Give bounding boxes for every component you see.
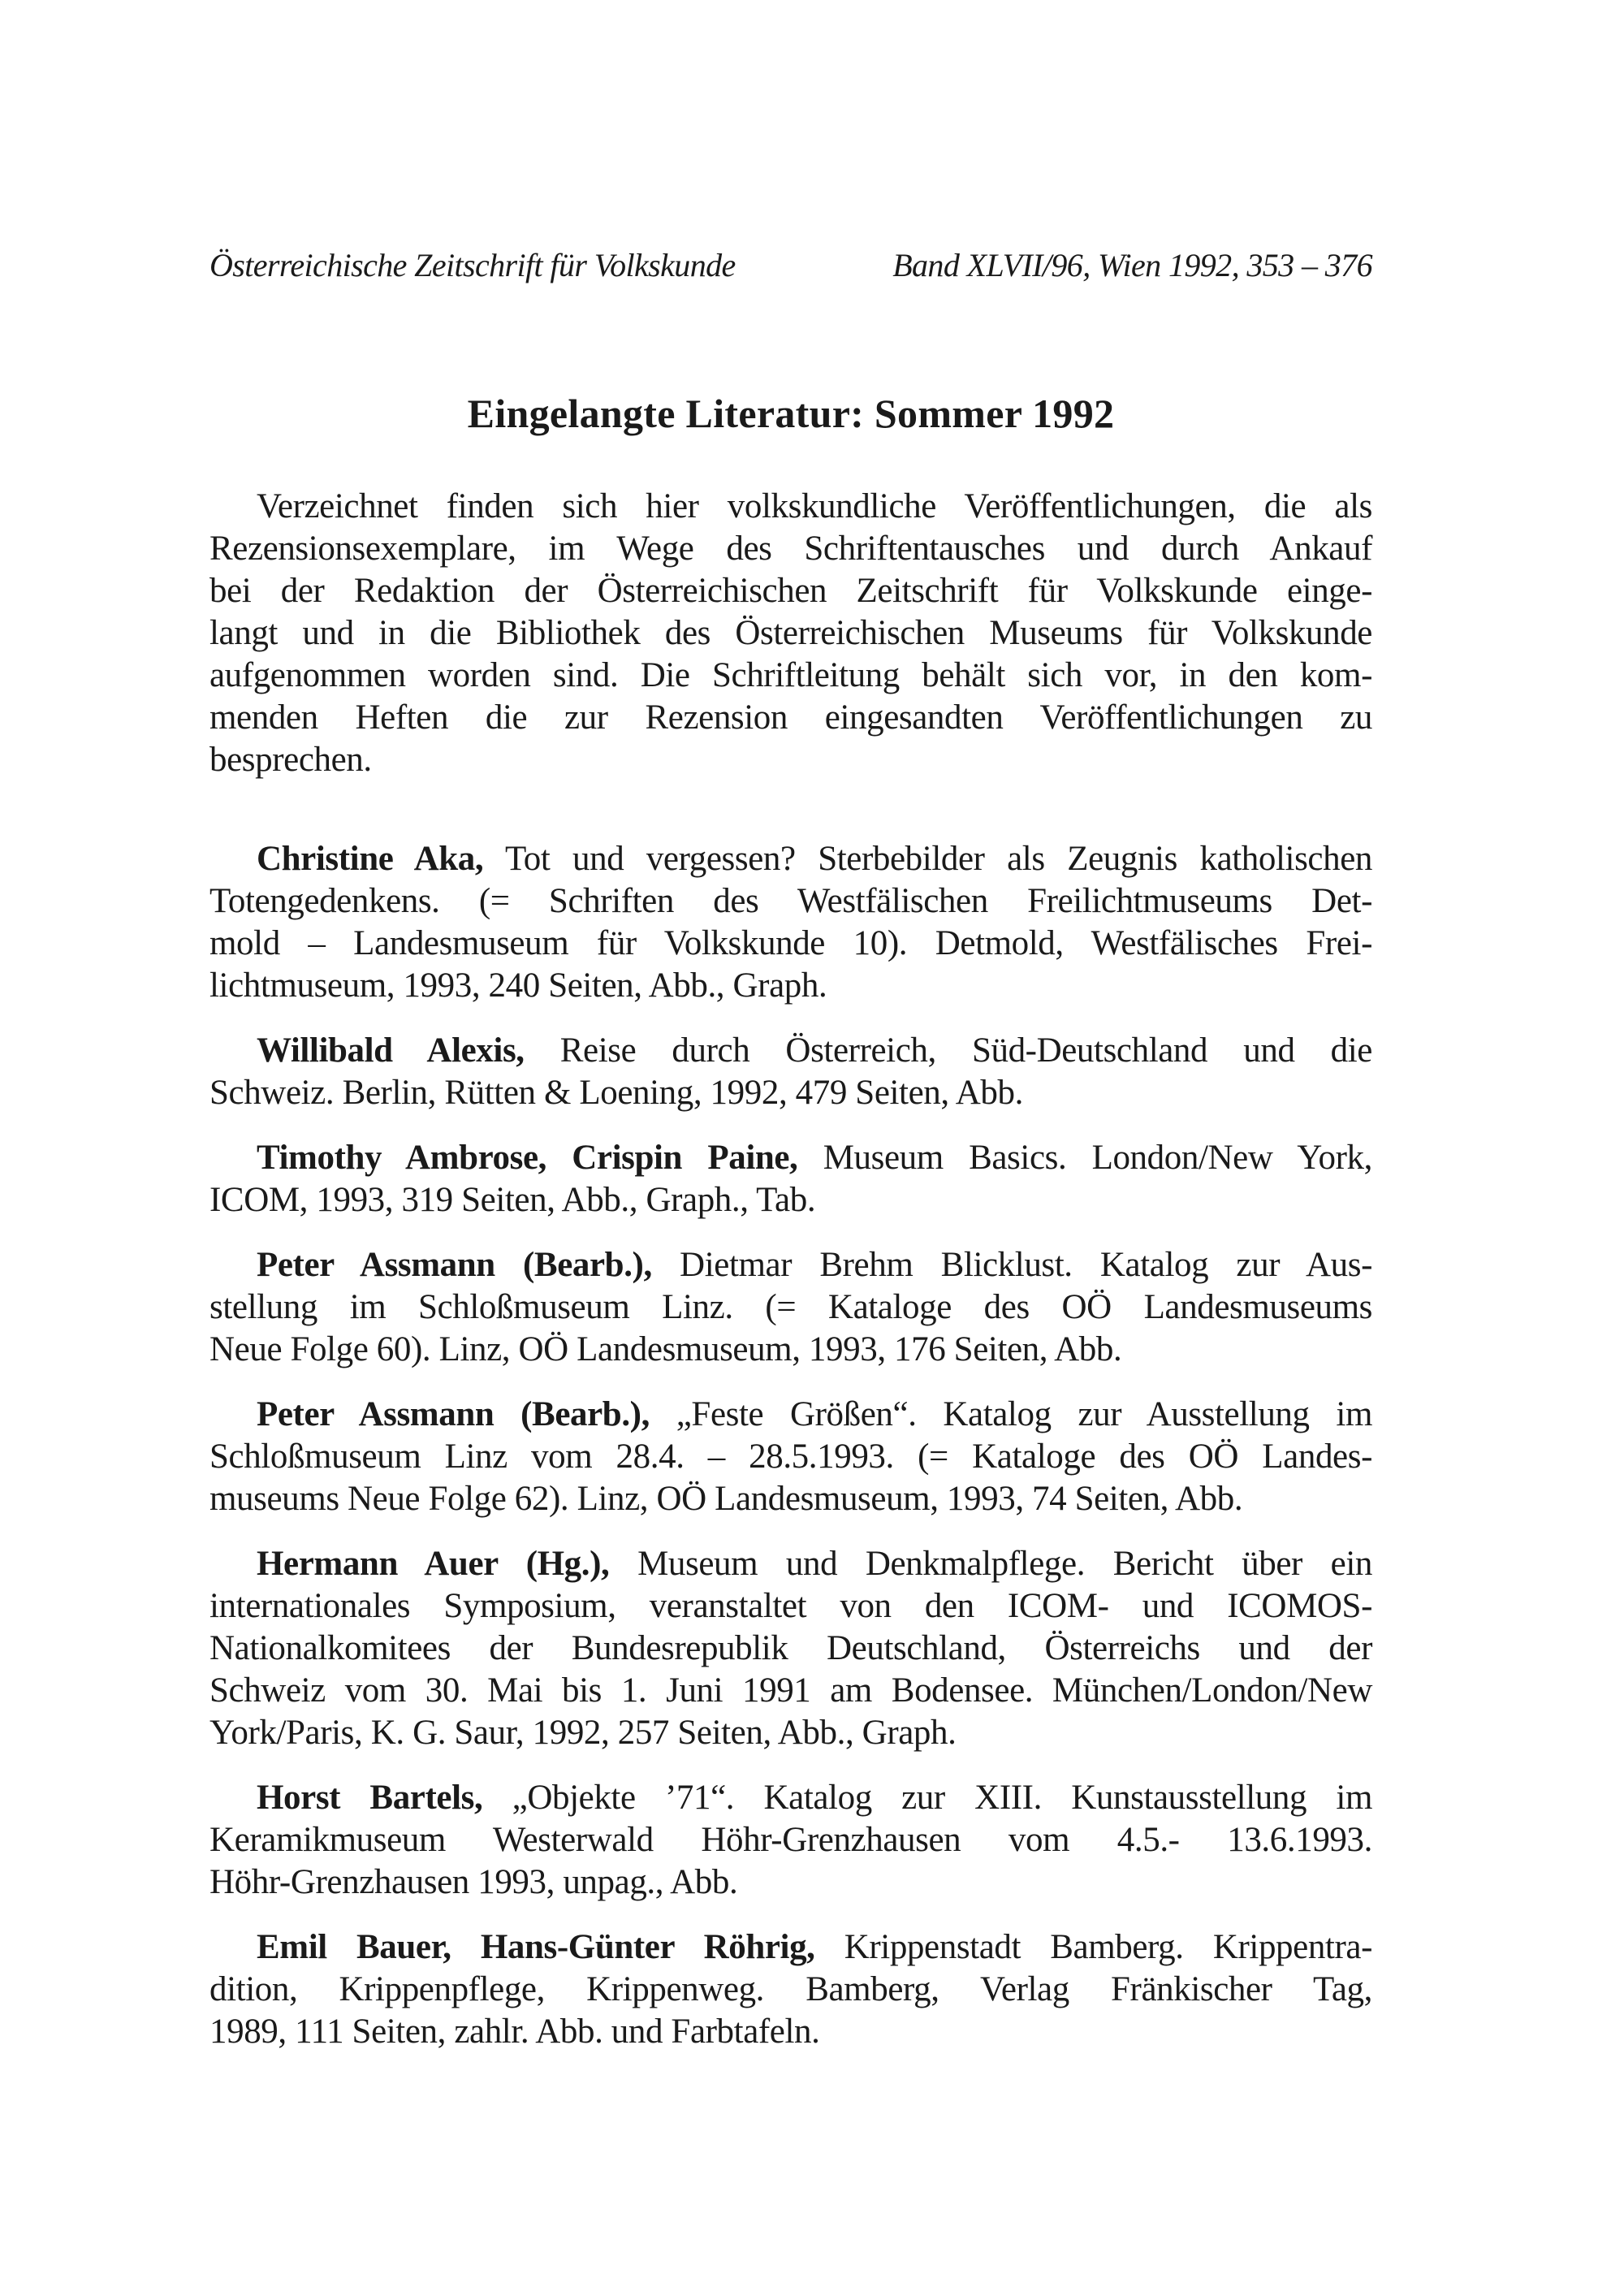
entry-line: Totengedenkens. (= Schriften des Westfälischen Freilichtmuseums Det- [209, 882, 1372, 920]
entry-line: museums Neue Folge 62). Linz, OÖ Landesmuseum, 1993, 74 Seiten, Abb. [209, 1480, 1243, 1518]
entry-line: Schweiz vom 30. Mai bis 1. Juni 1991 am Bodensee. München/London/New [209, 1671, 1372, 1710]
entry-line: Nationalkomitees der Bundesrepublik Deutschland, Österreichs und der [209, 1629, 1372, 1667]
entry-line: Schweiz. Berlin, Rütten & Loening, 1992, 479 Seiten, Abb. [209, 1074, 1023, 1112]
bibliography-entry [209, 1543, 1372, 1754]
entry-text: Reise durch Österreich, Süd-Deutschland und die [524, 1031, 1372, 1070]
intro-paragraph [209, 486, 1372, 781]
intro-line: langt und in die Bibliothek des Österreichischen Museums für Volkskunde [209, 614, 1372, 652]
entry-line [209, 1543, 1372, 1585]
entry-line [209, 1244, 1372, 1286]
entry-line: mold – Landesmuseum für Volkskunde 10). Detmold, Westfälisches Frei- [209, 924, 1372, 962]
bibliography-entry [209, 838, 1372, 1007]
volume-info: Band XLVII/96, Wien 1992, 353 – 376 [892, 247, 1372, 283]
entry-author: Willibald Alexis, [257, 1031, 525, 1070]
bibliography-entry [209, 1244, 1372, 1371]
entry-line: internationales Symposium, veranstaltet von den ICOM- und ICOMOS- [209, 1587, 1372, 1625]
bibliography-list [209, 838, 1372, 2076]
entry-line [209, 1777, 1372, 1819]
entry-line: Keramikmuseum Westerwald Höhr-Grenzhausen vom 4.5.- 13.6.1993. [209, 1821, 1372, 1859]
intro-line: aufgenommen worden sind. Die Schriftleitung behält sich vor, in den kom- [209, 656, 1372, 694]
running-header [209, 245, 1372, 286]
entry-line [209, 1926, 1372, 1969]
entry-line: stellung im Schloßmuseum Linz. (= Kataloge des OÖ Landesmuseums [209, 1288, 1372, 1326]
entry-line [209, 1030, 1372, 1072]
entry-text: Museum und Denkmalpflege. Bericht über ein [609, 1545, 1372, 1583]
entry-text: Museum Basics. London/New York, [797, 1139, 1373, 1177]
entry-line: Neue Folge 60). Linz, OÖ Landesmuseum, 1993, 176 Seiten, Abb. [209, 1330, 1122, 1368]
intro-line: bei der Redaktion der Österreichischen Zeitschrift für Volkskunde einge- [209, 572, 1372, 610]
entry-line [209, 1137, 1372, 1179]
entry-author: Christine Aka, [257, 840, 484, 878]
entry-line: dition, Krippenpflege, Krippenweg. Bamberg, Verlag Fränkischer Tag, [209, 1970, 1372, 2008]
entry-author: Emil Bauer, Hans-Günter Röhrig, [257, 1928, 815, 1966]
bibliography-entry [209, 1394, 1372, 1520]
bibliography-entry [209, 1137, 1372, 1221]
entry-line: lichtmuseum, 1993, 240 Seiten, Abb., Graph. [209, 966, 827, 1005]
entry-author: Peter Assmann (Bearb.), [257, 1246, 652, 1284]
intro-line: Verzeichnet finden sich hier volkskundliche Veröffentlichungen, die als [257, 487, 1372, 525]
entry-line [209, 1394, 1372, 1436]
entry-text: Krippenstadt Bamberg. Krippentra- [814, 1928, 1372, 1966]
bibliography-entry [209, 1777, 1372, 1904]
bibliography-entry [209, 1926, 1372, 2053]
intro-line: menden Heften die zur Rezension eingesandten Veröffentlichungen zu [209, 698, 1372, 737]
bibliography-entry [209, 1030, 1372, 1114]
page-title: Eingelangte Literatur: Sommer 1992 [467, 391, 1115, 436]
entry-author: Horst Bartels, [257, 1779, 483, 1817]
entry-line: Schloßmuseum Linz vom 28.4. – 28.5.1993. (= Kataloge des OÖ Landes- [209, 1437, 1372, 1476]
entry-line: ICOM, 1993, 319 Seiten, Abb., Graph., Tab. [209, 1181, 816, 1219]
entry-line: 1989, 111 Seiten, zahlr. Abb. und Farbtafeln. [209, 2012, 820, 2051]
intro-line: besprechen. [209, 741, 372, 779]
entry-author: Hermann Auer (Hg.), [257, 1545, 610, 1583]
entry-line: York/Paris, K. G. Saur, 1992, 257 Seiten, Abb., Graph. [209, 1714, 957, 1752]
entry-text: „Objekte ’71“. Katalog zur XIII. Kunstausstellung im [482, 1779, 1372, 1817]
intro-line: Rezensionsexemplare, im Wege des Schriftentausches und durch Ankauf [209, 530, 1372, 568]
entry-text: Tot und vergessen? Sterbebilder als Zeugnis katholischen [483, 840, 1373, 878]
entry-line: Höhr-Grenzhausen 1993, unpag., Abb. [209, 1863, 738, 1901]
journal-name: Österreichische Zeitschrift für Volkskunde [209, 247, 736, 283]
entry-line [209, 838, 1372, 880]
entry-author: Peter Assmann (Bearb.), [257, 1395, 650, 1433]
entry-text: „Feste Größen“. Katalog zur Ausstellung im [649, 1395, 1373, 1433]
entry-author: Timothy Ambrose, Crispin Paine, [257, 1139, 798, 1177]
entry-text: Dietmar Brehm Blicklust. Katalog zur Aus- [651, 1246, 1372, 1284]
